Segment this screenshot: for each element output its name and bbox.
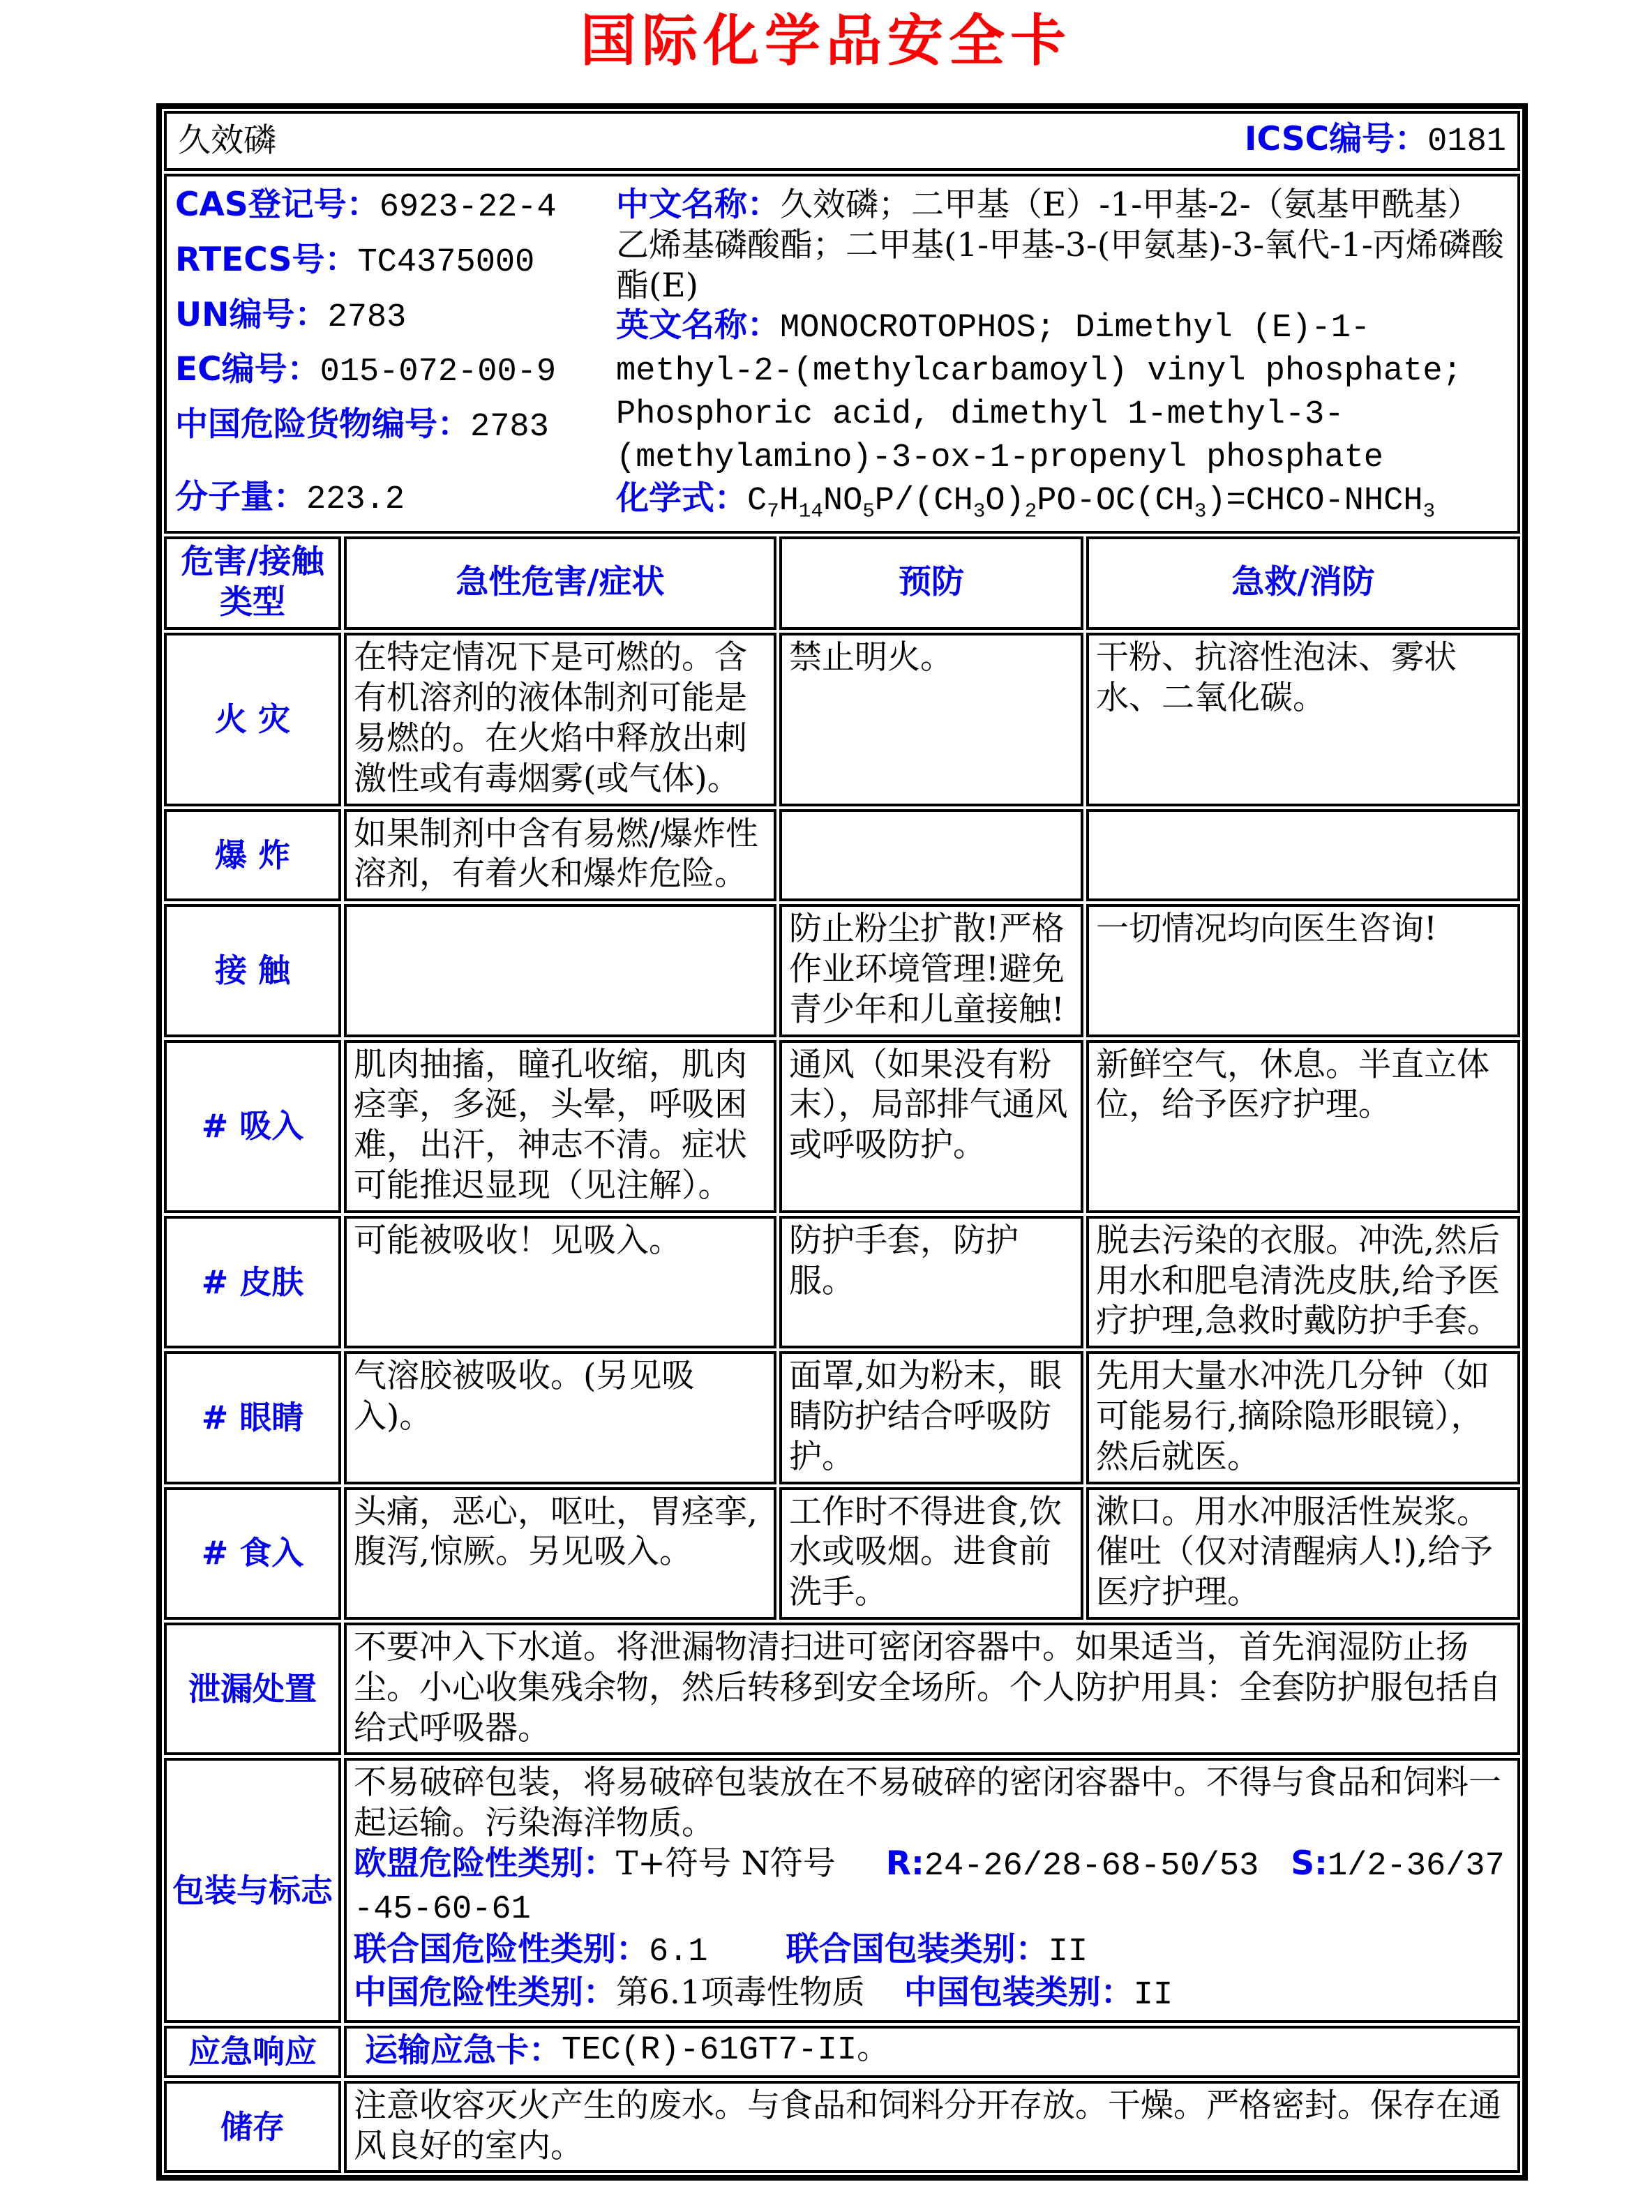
header-prevention: 预防 (779, 536, 1083, 630)
cas-number-label: CAS登记号： (175, 186, 380, 224)
icsc-number-group (1245, 119, 1506, 163)
cn-packing-group-label: 中国包装类别： (903, 1973, 1134, 2012)
row-exposure (164, 904, 1520, 1037)
fire-prevention-text: 禁止明火。 (779, 633, 1083, 806)
r-phrases-label: R: (885, 1844, 924, 1883)
fire-type-label: 火 灾 (164, 633, 341, 806)
spill-text: 不要冲入下水道。将泄漏物清扫进可密闭容器中。如果适当，首先润湿防止扬尘。小心收集残余物，然后转移到安全场所。个人防护用具：全套防护服包括自给式呼吸器。 (344, 1623, 1520, 1755)
packaging-type-label: 包装与标志 (164, 1758, 341, 2023)
explosion-prevention-text (779, 809, 1083, 902)
exposure-prevention-text: 防止粉尘扩散!严格作业环境管理!避免青少年和儿童接触! (779, 904, 1083, 1037)
header-hazard-type: 危害/接触类型 (164, 536, 341, 630)
icsc-number-value: 0181 (1427, 123, 1506, 161)
row-fire (164, 633, 1520, 806)
packaging-text: 不易破碎包装，将易破碎包装放在不易破碎的密闭容器中。不得与食品和饲料一起运输。污染海洋物质。 (354, 1763, 1501, 1843)
fire-first-aid-text: 干粉、抗溶性泡沫、雾状水、二氧化碳。 (1086, 633, 1520, 806)
eyes-type-label: # 眼睛 (164, 1351, 341, 1484)
row-ingestion (164, 1487, 1520, 1620)
row-skin (164, 1216, 1520, 1348)
safety-card-page (0, 10, 1652, 2181)
cas-number-value: 6923-22-4 (379, 189, 557, 226)
cn-packing-group-value: II (1133, 1977, 1173, 2015)
packaging-cell (344, 1758, 1520, 2023)
ingestion-prevention-text: 工作时不得进食,饮水或吸烟。进食前洗手。 (779, 1487, 1083, 1620)
un-hazard-class-value: 6.1 (649, 1934, 708, 1971)
cn-dg-number-line (175, 405, 616, 448)
storage-type-label: 储存 (164, 2081, 341, 2174)
inhalation-type-label: # 吸入 (164, 1040, 341, 1213)
eyes-first-aid-text: 先用大量水冲洗几分钟（如可能易行,摘除隐形眼镜），然后就医。 (1086, 1351, 1520, 1484)
un-packing-group-label: 联合国包装类别： (786, 1930, 1049, 1969)
substance-header-row (164, 111, 1520, 171)
cn-dg-number-value: 2783 (470, 409, 549, 446)
skin-hazard-text: 可能被吸收！见吸入。 (344, 1216, 776, 1348)
ingestion-first-aid-text: 漱口。用水冲服活性炭浆。催吐（仅对清醒病人!),给予医疗护理。 (1086, 1487, 1520, 1620)
cn-dg-number-label: 中国危险货物编号： (175, 405, 470, 444)
emergency-type-label: 应急响应 (164, 2026, 341, 2078)
icsc-card-table (156, 103, 1528, 2181)
un-packing-group-value: II (1048, 1934, 1088, 1971)
explosion-hazard-text: 如果制剂中含有易燃/爆炸性溶剂，有着火和爆炸危险。 (344, 809, 776, 902)
s-phrases-value: 1/2-36/37-45-60-61 (354, 1847, 1505, 1928)
skin-first-aid-text: 脱去污染的衣服。冲洗,然后用水和肥皂清洗皮肤,给予医疗护理,急救时戴防护手套。 (1086, 1216, 1520, 1348)
cn-classification-line (354, 1973, 1510, 2016)
explosion-first-aid-text (1086, 809, 1520, 902)
row-storage (164, 2081, 1520, 2174)
molecular-weight-value: 223.2 (306, 481, 405, 518)
eu-classification-line (354, 1844, 1510, 1930)
exposure-first-aid-text: 一切情况均向医生咨询! (1086, 904, 1520, 1037)
eu-classification-label: 欧盟危险性类别： (354, 1844, 616, 1883)
inhalation-prevention-text: 通风（如果没有粉末），局部排气通风或呼吸防护。 (779, 1040, 1083, 1213)
un-classification-line (354, 1929, 1510, 1973)
identifier-cell (164, 174, 1520, 534)
un-number-label: UN编号： (175, 295, 328, 334)
rtecs-number-line (175, 240, 616, 283)
substance-header-cell (164, 111, 1520, 171)
eyes-hazard-text: 气溶胶被吸收。(另见吸入)。 (344, 1351, 776, 1484)
fire-hazard-text: 在特定情况下是可燃的。含有机溶剂的液体制剂可能是易燃的。在火焰中释放出刺激性或有毒烟雾(或气体)。 (344, 633, 776, 806)
cas-number-line (175, 185, 616, 228)
s-phrases-label: S: (1291, 1844, 1328, 1883)
ec-number-value: 015-072-00-9 (320, 354, 557, 391)
ingestion-hazard-text: 头痛，恶心，呕吐，胃痉挛,腹泻,惊厥。另见吸入。 (344, 1487, 776, 1620)
row-spill-disposal (164, 1623, 1520, 1755)
ec-number-line (175, 349, 616, 393)
emergency-cell (344, 2026, 1520, 2078)
molecular-weight-label: 分子量： (175, 477, 306, 516)
identifier-list (175, 185, 616, 521)
header-first-aid: 急救/消防 (1086, 536, 1520, 630)
molecular-weight-line (175, 477, 616, 520)
row-eyes (164, 1351, 1520, 1484)
identifier-row (164, 174, 1520, 534)
cn-hazard-class-value: 第6.1项毒性物质 (616, 1973, 865, 2012)
name-block (616, 185, 1506, 521)
table-header-row (164, 536, 1520, 630)
cn-hazard-class-label: 中国危险性类别： (354, 1973, 616, 2012)
un-hazard-class-label: 联合国危险性类别： (354, 1930, 649, 1969)
spill-type-label: 泄漏处置 (164, 1623, 341, 1755)
icsc-number-label: ICSC编号： (1244, 120, 1428, 159)
r-phrases-value: 24-26/28-68-50/53 (924, 1847, 1259, 1885)
english-name-label: 英文名称： (616, 306, 780, 345)
exposure-hazard-text (344, 904, 776, 1037)
un-number-line (175, 295, 616, 338)
row-emergency-response (164, 2026, 1520, 2078)
explosion-type-label: 爆 炸 (164, 809, 341, 902)
un-number-value: 2783 (327, 299, 407, 336)
rtecs-number-value: TC4375000 (357, 243, 535, 281)
inhalation-first-aid-text: 新鲜空气，休息。半直立体位，给予医疗护理。 (1086, 1040, 1520, 1213)
skin-prevention-text: 防护手套，防护服。 (779, 1216, 1083, 1348)
exposure-type-label: 接 触 (164, 904, 341, 1037)
row-packaging-labelling (164, 1758, 1520, 2023)
ingestion-type-label: # 食入 (164, 1487, 341, 1620)
ec-number-label: EC编号： (175, 350, 320, 389)
transport-emergency-card-value: TEC(R)-61GT7-II。 (562, 2032, 890, 2070)
chinese-name-value: 久效磷；二甲基（E）-1-甲基-2-（氨基甲酰基）乙烯基磷酸酯；二甲基(1-甲基-3-(甲氨基)-3-氧代-1-丙烯磷酸酯(E) (616, 186, 1504, 305)
inhalation-hazard-text: 肌肉抽搐，瞳孔收缩，肌肉痉挛，多涎，头晕，呼吸困难，出汗，神志不清。症状可能推迟显现（见注解）。 (344, 1040, 776, 1213)
header-acute-hazard: 急性危害/症状 (344, 536, 776, 630)
eu-classification-value: T+符号 N符号 (616, 1844, 836, 1883)
rtecs-number-label: RTECS号： (175, 240, 358, 279)
row-inhalation (164, 1040, 1520, 1213)
chinese-name-label: 中文名称： (616, 186, 780, 224)
chemical-formula: $C_7H_{14}NO_5P/(CH_3O)_2PO-OC(CH_3)=CHCO-NHCH_3$ (747, 482, 1436, 522)
page-title: 国际化学品安全卡 (580, 8, 1072, 73)
formula-label: 化学式： (616, 479, 747, 518)
skin-type-label: # 皮肤 (164, 1216, 341, 1348)
transport-emergency-card-label: 运输应急卡： (365, 2031, 562, 2070)
substance-name: 久效磷 (178, 121, 276, 160)
storage-text: 注意收容灭火产生的废水。与食品和饲料分开存放。干燥。严格密封。保存在通风良好的室内。 (344, 2081, 1520, 2174)
row-explosion (164, 809, 1520, 902)
english-name-value: MONOCROTOPHOS; Dimethyl (E)-1-methyl-2-(methylcarbamoyl) vinyl phosphate; Phosphoric acid, dimethyl 1-methyl-3-(methylamino)-3-ox-1-propenyl phosphate (616, 310, 1462, 476)
eyes-prevention-text: 面罩,如为粉末，眼睛防护结合呼吸防护。 (779, 1351, 1083, 1484)
